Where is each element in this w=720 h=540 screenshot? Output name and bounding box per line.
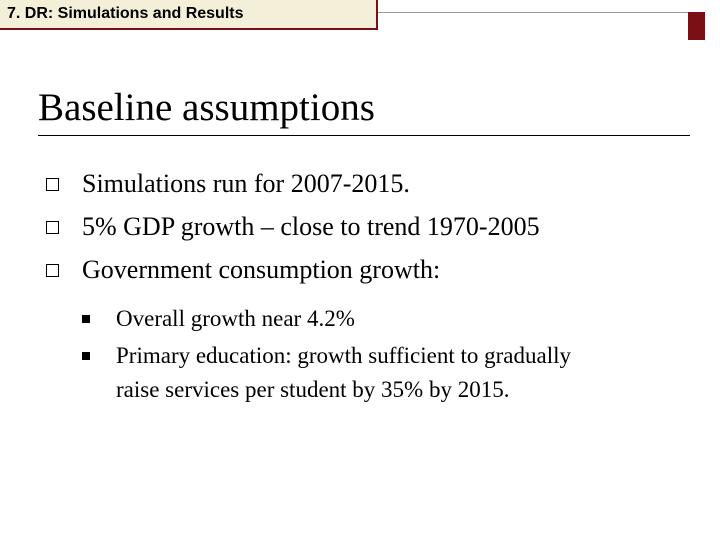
bullet-item [82,169,410,199]
sub-bullet-item [116,341,571,371]
hollow-square-icon [46,264,59,277]
bullet-text: Government consumption growth: [82,255,441,284]
sub-bullet-text: Primary education: growth sufficient to gradually [116,343,571,368]
filled-square-icon [82,315,90,323]
hollow-square-icon [46,178,59,191]
section-label: 7. DR: Simulations and Results [7,5,244,22]
section-header [0,0,378,30]
sub-bullet-continuation [116,375,509,405]
sub-bullet-text: Overall growth near 4.2% [116,306,355,331]
hollow-square-icon [46,221,59,234]
sub-bullet-text: raise services per student by 35% by 2015. [116,377,510,402]
bullet-text: 5% GDP growth – close to trend 1970-2005 [82,212,540,241]
bullet-text: Simulations run for 2007-2015. [82,169,410,198]
accent-square [688,12,705,40]
bullet-item [82,255,440,285]
bullet-item [82,212,540,242]
filled-square-icon [82,352,90,360]
sub-bullet-item [116,304,355,334]
slide-title: Baseline assumptions [38,86,375,129]
title-underline [38,135,690,136]
